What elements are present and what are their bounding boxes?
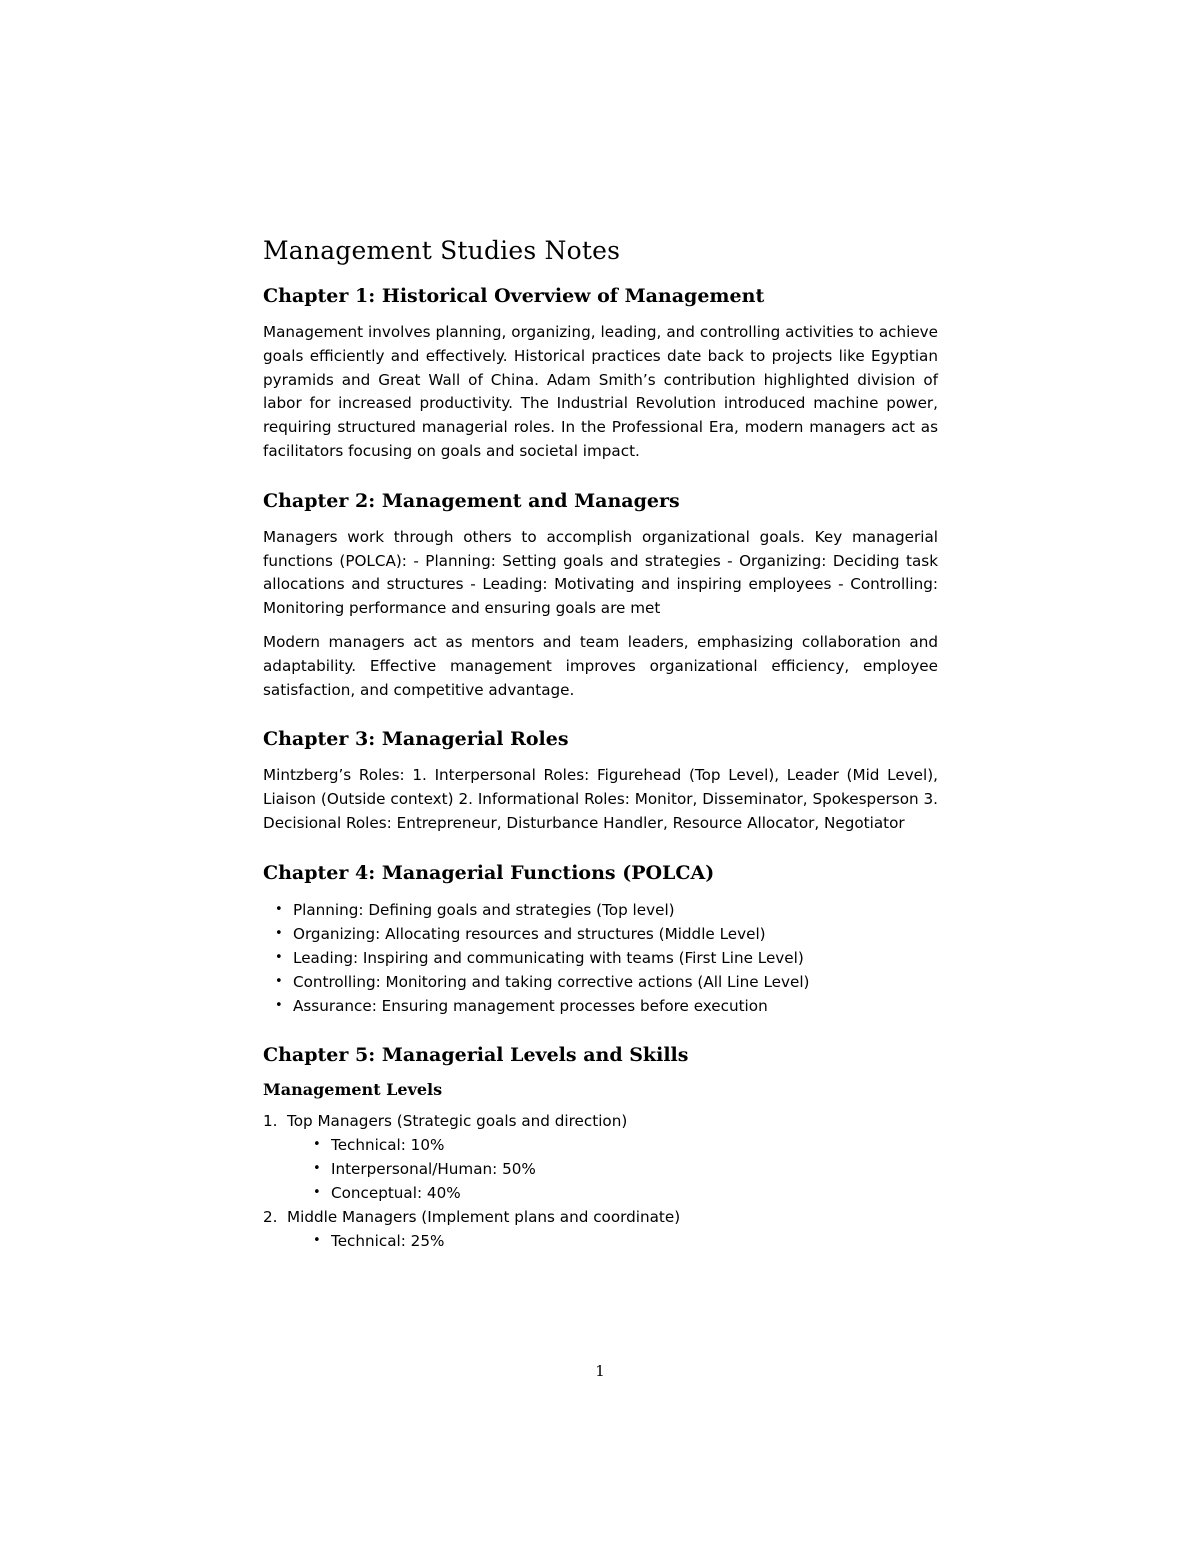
list-item	[313, 1133, 938, 1157]
level-item-middle-managers	[263, 1205, 938, 1253]
level-item-top-managers	[263, 1109, 938, 1205]
chapter-2-body-1: Managers work through others to accomplish organizational goals. Key managerial functions (POLCA): - Planning: Setting goals and strategies - Organizing: Deciding task allocations and structures - Leading: Motivating and inspiring employees - Controlling: Monitoring performance and ensuring goals are met	[263, 527, 938, 618]
chapter-1-heading: Chapter 1: Historical Overview of Management	[263, 285, 765, 307]
chapter-3-body: Mintzberg’s Roles: 1. Interpersonal Roles: Figurehead (Top Level), Leader (Mid Level), Liaison (Outside context) 2. Informational Roles: Monitor, Disseminator, Spokesperson 3. Decisional Roles: Entrepreneur, Disturbance Handler, Resource Allocator, Negotiator	[263, 766, 938, 832]
list-item	[275, 922, 938, 946]
skill-text: Technical: 25%	[331, 1231, 445, 1250]
list-item	[275, 898, 938, 922]
chapter-1	[263, 285, 938, 464]
bullet-icon: •	[275, 925, 283, 941]
skill-list	[287, 1229, 938, 1253]
skill-list	[287, 1133, 938, 1205]
bullet-icon: •	[313, 1160, 321, 1176]
bullet-icon: •	[313, 1136, 321, 1152]
page-number: 1	[595, 1362, 605, 1380]
skill-text: Interpersonal/Human: 50%	[331, 1159, 536, 1178]
level-label: Middle Managers (Implement plans and coordinate)	[287, 1207, 681, 1226]
list-item	[313, 1157, 938, 1181]
bullet-icon: •	[275, 973, 283, 989]
management-levels-subheading: Management Levels	[263, 1079, 443, 1099]
bullet-icon: •	[313, 1184, 321, 1200]
bullet-icon: •	[275, 949, 283, 965]
list-item-text: Assurance: Ensuring management processes before execution	[293, 996, 768, 1015]
chapter-4	[263, 862, 938, 1018]
bullet-icon: •	[275, 901, 283, 917]
chapter-1-body: Management involves planning, organizing, leading, and controlling activities to achieve goals efficiently and effectively. Historical practices date back to projects like Egyptian pyramids and Great Wall of China. Adam Smith’s contribution highlighted division of labor for increased productivity. The Industrial Revolution introduced machine power, requiring structured managerial roles. In the Professional Era, modern managers act as facilitators focusing on goals and societal impact.	[263, 323, 938, 460]
list-item	[275, 994, 938, 1018]
chapter-4-heading: Chapter 4: Managerial Functions (POLCA)	[263, 861, 715, 884]
chapter-2	[263, 490, 938, 703]
document-title: Management Studies Notes	[263, 236, 621, 265]
list-item-text: Planning: Defining goals and strategies (Top level)	[293, 900, 675, 919]
list-number: 1.	[263, 1111, 278, 1130]
skill-text: Technical: 10%	[331, 1135, 445, 1154]
list-item	[313, 1181, 938, 1205]
chapter-3-heading: Chapter 3: Managerial Roles	[263, 728, 569, 751]
list-item	[313, 1229, 938, 1253]
chapter-2-heading: Chapter 2: Management and Managers	[263, 489, 680, 512]
bullet-icon: •	[313, 1232, 321, 1248]
chapter-2-body-2: Modern managers act as mentors and team leaders, emphasizing collaboration and adaptability. Effective management improves organizational efficiency, employee satisfaction, and competitive advantage.	[263, 632, 938, 699]
level-label: Top Managers (Strategic goals and direction)	[287, 1111, 628, 1130]
polca-function-list	[263, 898, 938, 1018]
list-item	[275, 970, 938, 994]
list-item	[275, 946, 938, 970]
list-item-text: Leading: Inspiring and communicating with teams (First Line Level)	[293, 948, 804, 967]
bullet-icon: •	[275, 997, 283, 1013]
list-item-text: Organizing: Allocating resources and structures (Middle Level)	[293, 924, 766, 943]
skill-text: Conceptual: 40%	[331, 1183, 461, 1202]
chapter-5	[263, 1044, 938, 1253]
chapter-3	[263, 728, 938, 835]
chapter-5-heading: Chapter 5: Managerial Levels and Skills	[263, 1043, 689, 1066]
list-number: 2.	[263, 1207, 278, 1226]
page-content	[263, 236, 938, 1279]
management-levels-list	[263, 1109, 938, 1253]
list-item-text: Controlling: Monitoring and taking corrective actions (All Line Level)	[293, 972, 810, 991]
